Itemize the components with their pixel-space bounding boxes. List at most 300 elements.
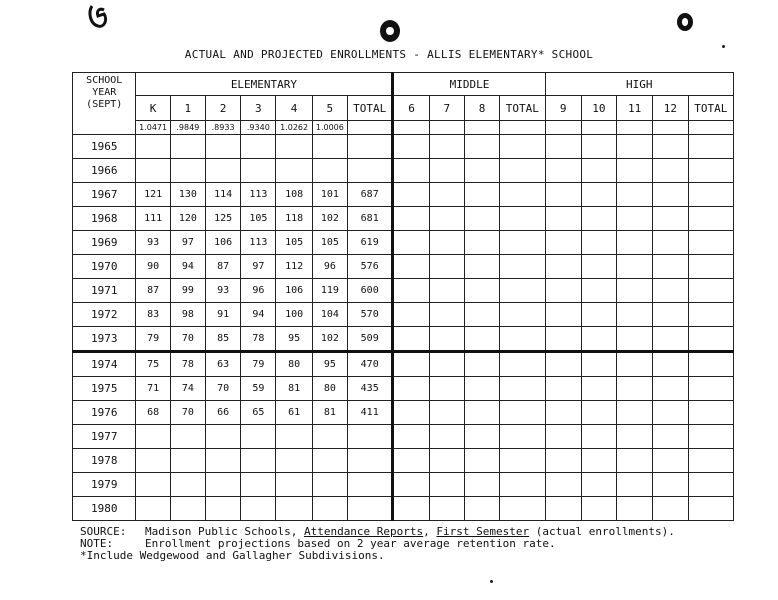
col-header-high-12: 12	[653, 96, 688, 121]
enrollment-cell	[241, 135, 276, 159]
table-row	[73, 159, 734, 183]
enrollment-cell	[136, 473, 170, 497]
enrollment-cell: 111	[136, 207, 170, 231]
enrollment-cell	[170, 135, 205, 159]
empty-cell	[581, 135, 616, 159]
retention-rate: .9340	[241, 121, 276, 135]
enrollment-cell	[205, 425, 240, 449]
empty-cell	[429, 255, 464, 279]
table-row	[73, 231, 734, 255]
empty-cell	[688, 255, 733, 279]
enrollment-cell: 95	[276, 327, 312, 352]
school-year-cell: 1980	[73, 497, 136, 521]
table-row	[73, 303, 734, 327]
empty-cell	[581, 303, 616, 327]
retention-rate: .9849	[170, 121, 205, 135]
empty-cell	[688, 231, 733, 255]
empty-cell	[500, 207, 545, 231]
empty-cell	[545, 377, 581, 401]
retention-rate-empty	[393, 121, 429, 135]
school-year-cell: 1975	[73, 377, 136, 401]
retention-rate: 1.0006	[312, 121, 347, 135]
retention-rate-empty	[500, 121, 545, 135]
enrollment-cell: 96	[241, 279, 276, 303]
empty-cell	[464, 279, 499, 303]
enrollment-cell: 101	[312, 183, 347, 207]
enrollment-cell: 70	[170, 327, 205, 352]
enrollment-cell: 70	[205, 377, 240, 401]
empty-cell	[617, 255, 653, 279]
retention-rate-empty	[653, 121, 688, 135]
enrollment-cell	[205, 449, 240, 473]
school-year-cell: 1965	[73, 135, 136, 159]
empty-cell	[393, 377, 429, 401]
enrollment-cell: 68	[136, 401, 170, 425]
empty-cell	[464, 231, 499, 255]
enrollment-cell: 106	[276, 279, 312, 303]
empty-cell	[581, 352, 616, 377]
enrollment-cell: 80	[312, 377, 347, 401]
col-header-middle-8: 8	[464, 96, 499, 121]
empty-cell	[464, 425, 499, 449]
source-note: SOURCE: Madison Public Schools, Attendance Reports, First Semester (actual enrollments).	[80, 525, 675, 538]
empty-cell	[617, 135, 653, 159]
enrollment-cell	[347, 159, 392, 183]
empty-cell	[429, 425, 464, 449]
enrollment-cell	[170, 449, 205, 473]
enrollment-cell: 94	[170, 255, 205, 279]
column-header-row	[73, 96, 734, 121]
enrollment-cell: 83	[136, 303, 170, 327]
enrollment-cell	[312, 497, 347, 521]
empty-cell	[393, 303, 429, 327]
col-header-total: TOTAL	[347, 96, 392, 121]
empty-cell	[617, 352, 653, 377]
empty-cell	[653, 183, 688, 207]
empty-cell	[581, 279, 616, 303]
enrollment-cell: 61	[276, 401, 312, 425]
enrollment-cell: 106	[205, 231, 240, 255]
empty-cell	[653, 352, 688, 377]
empty-cell	[653, 279, 688, 303]
empty-cell	[545, 327, 581, 352]
empty-cell	[581, 207, 616, 231]
empty-cell	[688, 352, 733, 377]
table-row	[73, 377, 734, 401]
enrollment-cell: 112	[276, 255, 312, 279]
col-header-high-9: 9	[545, 96, 581, 121]
footnote-text: *Include Wedgewood and Gallagher Subdivisions.	[80, 549, 385, 562]
empty-cell	[429, 303, 464, 327]
enrollment-cell: 411	[347, 401, 392, 425]
enrollment-cell	[347, 425, 392, 449]
table-row	[73, 425, 734, 449]
retention-rate-empty	[581, 121, 616, 135]
empty-cell	[617, 473, 653, 497]
retention-rate-row	[73, 121, 734, 135]
enrollment-cell: 66	[205, 401, 240, 425]
enrollment-cell: 121	[136, 183, 170, 207]
empty-cell	[617, 327, 653, 352]
empty-cell	[429, 473, 464, 497]
enrollment-table	[72, 72, 734, 521]
empty-cell	[429, 135, 464, 159]
col-header-3: 3	[241, 96, 276, 121]
enrollment-cell	[170, 159, 205, 183]
enrollment-cell: 78	[241, 327, 276, 352]
enrollment-cell: 600	[347, 279, 392, 303]
retention-rate-empty	[464, 121, 499, 135]
col-header-high-10: 10	[581, 96, 616, 121]
hole-punch-mark	[380, 20, 400, 42]
enrollment-cell: 114	[205, 183, 240, 207]
col-header-middle-total: TOTAL	[500, 96, 545, 121]
empty-cell	[653, 425, 688, 449]
empty-cell	[393, 473, 429, 497]
col-header-k: K	[136, 96, 170, 121]
empty-cell	[545, 352, 581, 377]
enrollment-cell	[205, 497, 240, 521]
empty-cell	[617, 425, 653, 449]
enrollment-cell: 79	[241, 352, 276, 377]
empty-cell	[500, 135, 545, 159]
enrollment-cell	[312, 135, 347, 159]
empty-cell	[429, 401, 464, 425]
table-row	[73, 183, 734, 207]
empty-cell	[545, 449, 581, 473]
enrollment-cell: 120	[170, 207, 205, 231]
enrollment-cell	[347, 449, 392, 473]
enrollment-cell	[276, 135, 312, 159]
enrollment-cell: 90	[136, 255, 170, 279]
school-year-cell: 1968	[73, 207, 136, 231]
empty-cell	[581, 159, 616, 183]
enrollment-cell: 97	[170, 231, 205, 255]
school-year-header: SCHOOL YEAR (SEPT)	[73, 73, 136, 135]
retention-rate-empty	[429, 121, 464, 135]
enrollment-cell: 687	[347, 183, 392, 207]
enrollment-cell: 113	[241, 231, 276, 255]
empty-cell	[464, 377, 499, 401]
enrollment-cell: 79	[136, 327, 170, 352]
empty-cell	[500, 159, 545, 183]
empty-cell	[581, 231, 616, 255]
empty-cell	[545, 183, 581, 207]
enrollment-cell	[276, 497, 312, 521]
enrollment-cell: 97	[241, 255, 276, 279]
school-year-cell: 1973	[73, 327, 136, 352]
school-year-cell: 1967	[73, 183, 136, 207]
empty-cell	[429, 377, 464, 401]
empty-cell	[500, 303, 545, 327]
enrollment-cell: 71	[136, 377, 170, 401]
empty-cell	[545, 207, 581, 231]
enrollment-cell: 70	[170, 401, 205, 425]
enrollment-cell: 75	[136, 352, 170, 377]
enrollment-cell: 91	[205, 303, 240, 327]
empty-cell	[429, 497, 464, 521]
enrollment-cell	[276, 473, 312, 497]
table-row	[73, 473, 734, 497]
empty-cell	[500, 377, 545, 401]
school-year-cell: 1978	[73, 449, 136, 473]
enrollment-cell: 81	[312, 401, 347, 425]
enrollment-cell	[136, 425, 170, 449]
empty-cell	[545, 401, 581, 425]
enrollment-cell	[312, 425, 347, 449]
empty-cell	[429, 183, 464, 207]
enrollment-cell: 102	[312, 327, 347, 352]
retention-rate: 1.0262	[276, 121, 312, 135]
empty-cell	[581, 255, 616, 279]
empty-cell	[429, 231, 464, 255]
empty-cell	[617, 159, 653, 183]
retention-rate: .8933	[205, 121, 240, 135]
empty-cell	[500, 497, 545, 521]
enrollment-cell	[241, 497, 276, 521]
note-text: Enrollment projections based on 2 year average retention rate.	[145, 537, 556, 550]
enrollment-cell	[276, 159, 312, 183]
enrollment-cell: 105	[312, 231, 347, 255]
enrollment-cell: 681	[347, 207, 392, 231]
empty-cell	[653, 327, 688, 352]
empty-cell	[464, 497, 499, 521]
empty-cell	[393, 207, 429, 231]
empty-cell	[688, 425, 733, 449]
empty-cell	[464, 207, 499, 231]
empty-cell	[688, 473, 733, 497]
footnote	[80, 550, 740, 562]
table-row	[73, 279, 734, 303]
empty-cell	[545, 159, 581, 183]
empty-cell	[393, 425, 429, 449]
enrollment-cell: 619	[347, 231, 392, 255]
enrollment-cell: 93	[205, 279, 240, 303]
enrollment-cell: 94	[241, 303, 276, 327]
enrollment-cell: 93	[136, 231, 170, 255]
school-year-cell: 1976	[73, 401, 136, 425]
first-semester-ref: First Semester	[436, 525, 530, 538]
enrollment-cell: 74	[170, 377, 205, 401]
empty-cell	[688, 183, 733, 207]
enrollment-cell: 435	[347, 377, 392, 401]
empty-cell	[500, 279, 545, 303]
empty-cell	[545, 255, 581, 279]
empty-cell	[500, 473, 545, 497]
hole-punch-mark	[677, 13, 693, 31]
empty-cell	[688, 303, 733, 327]
school-year-cell: 1979	[73, 473, 136, 497]
empty-cell	[545, 497, 581, 521]
enrollment-cell	[241, 473, 276, 497]
enrollment-cell	[241, 159, 276, 183]
col-header-1: 1	[170, 96, 205, 121]
empty-cell	[429, 279, 464, 303]
enrollment-cell	[241, 449, 276, 473]
empty-cell	[581, 401, 616, 425]
enrollment-rows	[73, 135, 734, 521]
empty-cell	[581, 425, 616, 449]
col-header-2: 2	[205, 96, 240, 121]
enrollment-cell: 108	[276, 183, 312, 207]
enrollment-cell: 576	[347, 255, 392, 279]
col-header-high-11: 11	[617, 96, 653, 121]
enrollment-cell: 85	[205, 327, 240, 352]
enrollment-cell	[205, 135, 240, 159]
note-label: NOTE:	[80, 537, 114, 550]
speck-mark	[490, 580, 493, 583]
enrollment-cell: 87	[136, 279, 170, 303]
empty-cell	[429, 207, 464, 231]
empty-cell	[688, 449, 733, 473]
empty-cell	[653, 231, 688, 255]
empty-cell	[464, 473, 499, 497]
school-year-cell: 1970	[73, 255, 136, 279]
empty-cell	[617, 279, 653, 303]
enrollment-cell: 104	[312, 303, 347, 327]
empty-cell	[653, 401, 688, 425]
enrollment-cell	[276, 449, 312, 473]
speck-mark	[722, 45, 725, 48]
school-year-cell: 1974	[73, 352, 136, 377]
empty-cell	[500, 327, 545, 352]
empty-cell	[653, 303, 688, 327]
enrollment-cell: 96	[312, 255, 347, 279]
empty-cell	[500, 231, 545, 255]
empty-cell	[653, 377, 688, 401]
empty-cell	[464, 352, 499, 377]
empty-cell	[500, 449, 545, 473]
enrollment-cell	[136, 135, 170, 159]
retention-rate	[347, 121, 392, 135]
empty-cell	[581, 497, 616, 521]
empty-cell	[500, 255, 545, 279]
enrollment-cell	[136, 159, 170, 183]
enrollment-cell: 118	[276, 207, 312, 231]
empty-cell	[393, 135, 429, 159]
empty-cell	[393, 255, 429, 279]
empty-cell	[464, 135, 499, 159]
table-row	[73, 207, 734, 231]
col-header-middle-7: 7	[429, 96, 464, 121]
col-header-middle-6: 6	[393, 96, 429, 121]
enrollment-cell	[347, 497, 392, 521]
empty-cell	[393, 352, 429, 377]
empty-cell	[545, 425, 581, 449]
col-header-4: 4	[276, 96, 312, 121]
empty-cell	[500, 425, 545, 449]
empty-cell	[581, 183, 616, 207]
empty-cell	[581, 327, 616, 352]
enrollment-cell	[170, 425, 205, 449]
empty-cell	[653, 497, 688, 521]
enrollment-cell	[136, 497, 170, 521]
retention-rate-empty	[688, 121, 733, 135]
empty-cell	[464, 449, 499, 473]
table-row	[73, 135, 734, 159]
enrollment-cell: 65	[241, 401, 276, 425]
empty-cell	[393, 231, 429, 255]
empty-cell	[464, 159, 499, 183]
empty-cell	[653, 135, 688, 159]
enrollment-cell	[241, 425, 276, 449]
empty-cell	[464, 183, 499, 207]
empty-cell	[429, 352, 464, 377]
empty-cell	[653, 473, 688, 497]
empty-cell	[581, 449, 616, 473]
enrollment-cell: 80	[276, 352, 312, 377]
enrollment-cell	[347, 473, 392, 497]
col-header-high-total: TOTAL	[688, 96, 733, 121]
empty-cell	[464, 401, 499, 425]
empty-cell	[688, 159, 733, 183]
enrollment-cell	[312, 473, 347, 497]
school-year-cell: 1972	[73, 303, 136, 327]
enrollment-cell: 100	[276, 303, 312, 327]
empty-cell	[617, 401, 653, 425]
table-row	[73, 449, 734, 473]
enrollment-cell: 98	[170, 303, 205, 327]
empty-cell	[393, 327, 429, 352]
empty-cell	[545, 135, 581, 159]
empty-cell	[617, 231, 653, 255]
enrollment-cell: 102	[312, 207, 347, 231]
empty-cell	[464, 303, 499, 327]
middle-group-header: MIDDLE	[393, 73, 545, 96]
table-row	[73, 352, 734, 377]
empty-cell	[500, 352, 545, 377]
enrollment-cell: 105	[276, 231, 312, 255]
enrollment-cell: 81	[276, 377, 312, 401]
empty-cell	[429, 327, 464, 352]
empty-cell	[688, 135, 733, 159]
empty-cell	[429, 159, 464, 183]
empty-cell	[688, 327, 733, 352]
enrollment-cell: 113	[241, 183, 276, 207]
empty-cell	[500, 401, 545, 425]
empty-cell	[688, 401, 733, 425]
enrollment-cell	[170, 497, 205, 521]
source-label: SOURCE:	[80, 525, 127, 538]
empty-cell	[393, 497, 429, 521]
empty-cell	[617, 497, 653, 521]
enrollment-cell: 63	[205, 352, 240, 377]
school-year-cell: 1966	[73, 159, 136, 183]
document-title: ACTUAL AND PROJECTED ENROLLMENTS - ALLIS ELEMENTARY* SCHOOL	[184, 48, 594, 61]
empty-cell	[581, 377, 616, 401]
empty-cell	[653, 159, 688, 183]
empty-cell	[545, 303, 581, 327]
school-year-cell: 1969	[73, 231, 136, 255]
empty-cell	[688, 207, 733, 231]
school-year-cell: 1977	[73, 425, 136, 449]
empty-cell	[393, 183, 429, 207]
retention-rate-empty	[617, 121, 653, 135]
elementary-group-header: ELEMENTARY	[136, 73, 393, 96]
empty-cell	[393, 401, 429, 425]
empty-cell	[653, 255, 688, 279]
empty-cell	[617, 377, 653, 401]
empty-cell	[617, 303, 653, 327]
empty-cell	[617, 449, 653, 473]
empty-cell	[464, 327, 499, 352]
enrollment-cell: 59	[241, 377, 276, 401]
empty-cell	[545, 231, 581, 255]
enrollment-cell: 99	[170, 279, 205, 303]
notes-section	[80, 526, 740, 562]
empty-cell	[688, 279, 733, 303]
empty-cell	[393, 159, 429, 183]
